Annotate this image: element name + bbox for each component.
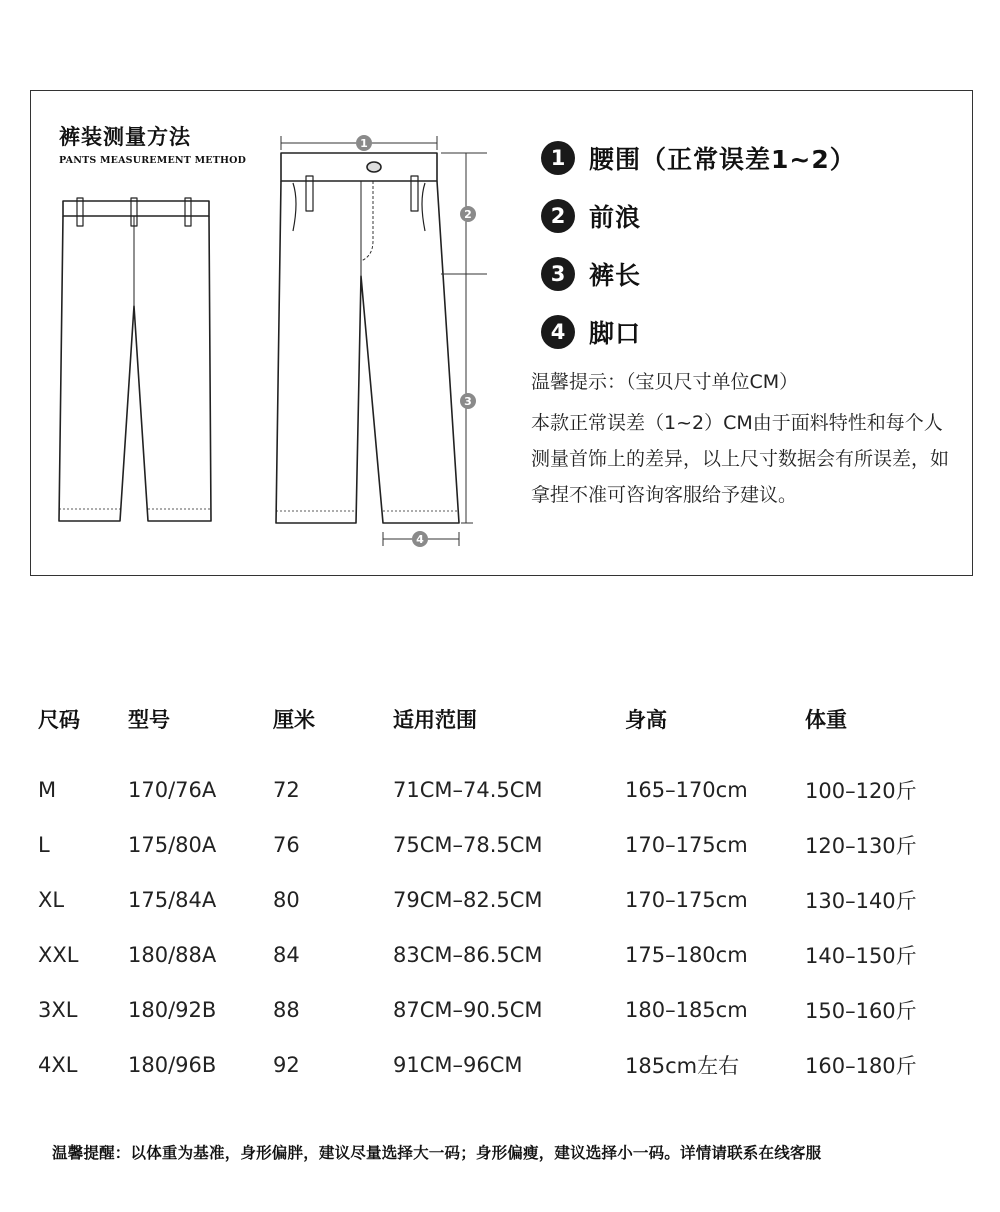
pants-diagram bbox=[31, 91, 521, 575]
cell-model: 180/88A bbox=[128, 942, 217, 967]
legend-item-length bbox=[541, 245, 856, 303]
tips-box bbox=[531, 369, 951, 513]
cell-weight: 140–150斤 bbox=[805, 943, 917, 968]
cell-model: 175/80A bbox=[128, 832, 217, 857]
legend-number-badge: 1 bbox=[541, 141, 575, 175]
legend-label: 腰围（正常误差1~2） bbox=[589, 145, 856, 174]
cell-model: 180/92B bbox=[128, 997, 217, 1022]
cell-cm: 72 bbox=[273, 777, 300, 802]
tips-title: 温馨提示：（宝贝尺寸单位CM） bbox=[531, 371, 799, 393]
cell-height: 165–170cm bbox=[625, 777, 748, 802]
tips-body: 本款正常误差（1~2）CM由于面料特性和每个人测量首饰上的差异，以上尺寸数据会有所误差，如拿捏不准可咨询客服给予建议。 bbox=[531, 412, 950, 506]
header-size: 尺码 bbox=[38, 708, 80, 732]
legend-label: 脚口 bbox=[589, 319, 642, 348]
cell-weight: 100–120斤 bbox=[805, 778, 917, 803]
measurement-legend bbox=[541, 129, 856, 361]
table-row bbox=[38, 872, 968, 927]
header-range: 适用范围 bbox=[393, 708, 477, 732]
cell-range: 87CM–90.5CM bbox=[393, 997, 543, 1022]
cell-height: 170–175cm bbox=[625, 832, 748, 857]
cell-size: L bbox=[38, 832, 50, 857]
legend-number-badge: 3 bbox=[541, 257, 575, 291]
cell-model: 170/76A bbox=[128, 777, 217, 802]
cell-size: XXL bbox=[38, 942, 79, 967]
cell-size: XL bbox=[38, 887, 65, 912]
cell-height: 170–175cm bbox=[625, 887, 748, 912]
pants-back-view bbox=[59, 198, 211, 521]
measurement-markers bbox=[356, 135, 476, 547]
cell-size: 3XL bbox=[38, 997, 78, 1022]
legend-label: 前浪 bbox=[589, 203, 642, 232]
footer-note: 温馨提醒：以体重为基准，身形偏胖，建议尽量选择大一码；身形偏瘦，建议选择小一码。详情请联系在线客服 bbox=[52, 1144, 822, 1162]
cell-model: 180/96B bbox=[128, 1052, 217, 1077]
legend-label: 裤长 bbox=[589, 261, 642, 290]
table-row bbox=[38, 982, 968, 1037]
cell-range: 71CM–74.5CM bbox=[393, 777, 543, 802]
header-height: 身高 bbox=[625, 708, 667, 732]
cell-cm: 84 bbox=[273, 942, 300, 967]
cell-range: 75CM–78.5CM bbox=[393, 832, 543, 857]
marker-4-label: 4 bbox=[416, 533, 424, 546]
cell-height: 175–180cm bbox=[625, 942, 748, 967]
legend-item-leg-opening bbox=[541, 303, 856, 361]
cell-size: M bbox=[38, 777, 57, 802]
table-header-row bbox=[38, 690, 968, 748]
panel-subtitle: PANTS MEASUREMENT METHOD bbox=[59, 155, 247, 166]
table-row bbox=[38, 817, 968, 872]
header-model: 型号 bbox=[128, 708, 170, 732]
cell-range: 79CM–82.5CM bbox=[393, 887, 543, 912]
legend-number-badge: 2 bbox=[541, 199, 575, 233]
panel-title: 裤装测量方法 bbox=[59, 125, 191, 149]
cell-cm: 76 bbox=[273, 832, 300, 857]
table-row bbox=[38, 748, 968, 817]
legend-item-waist bbox=[541, 129, 856, 187]
measurement-panel bbox=[30, 90, 973, 576]
cell-cm: 92 bbox=[273, 1052, 300, 1077]
table-row bbox=[38, 1037, 968, 1092]
pants-front-view bbox=[276, 153, 459, 523]
marker-1-label: 1 bbox=[360, 137, 368, 150]
marker-2-label: 2 bbox=[464, 208, 472, 221]
cell-height: 180–185cm bbox=[625, 997, 748, 1022]
cell-model: 175/84A bbox=[128, 887, 217, 912]
cell-cm: 80 bbox=[273, 887, 300, 912]
cell-weight: 130–140斤 bbox=[805, 888, 917, 913]
cell-weight: 160–180斤 bbox=[805, 1053, 917, 1078]
cell-range: 83CM–86.5CM bbox=[393, 942, 543, 967]
size-table bbox=[38, 690, 968, 1092]
legend-number-badge: 4 bbox=[541, 315, 575, 349]
cell-weight: 150–160斤 bbox=[805, 998, 917, 1023]
cell-size: 4XL bbox=[38, 1052, 78, 1077]
marker-3-label: 3 bbox=[464, 395, 472, 408]
cell-weight: 120–130斤 bbox=[805, 833, 917, 858]
cell-cm: 88 bbox=[273, 997, 300, 1022]
cell-range: 91CM–96CM bbox=[393, 1052, 523, 1077]
table-row bbox=[38, 927, 968, 982]
cell-height: 185cm左右 bbox=[625, 1053, 740, 1078]
header-cm: 厘米 bbox=[273, 708, 315, 732]
legend-item-front-rise bbox=[541, 187, 856, 245]
header-weight: 体重 bbox=[805, 708, 847, 732]
